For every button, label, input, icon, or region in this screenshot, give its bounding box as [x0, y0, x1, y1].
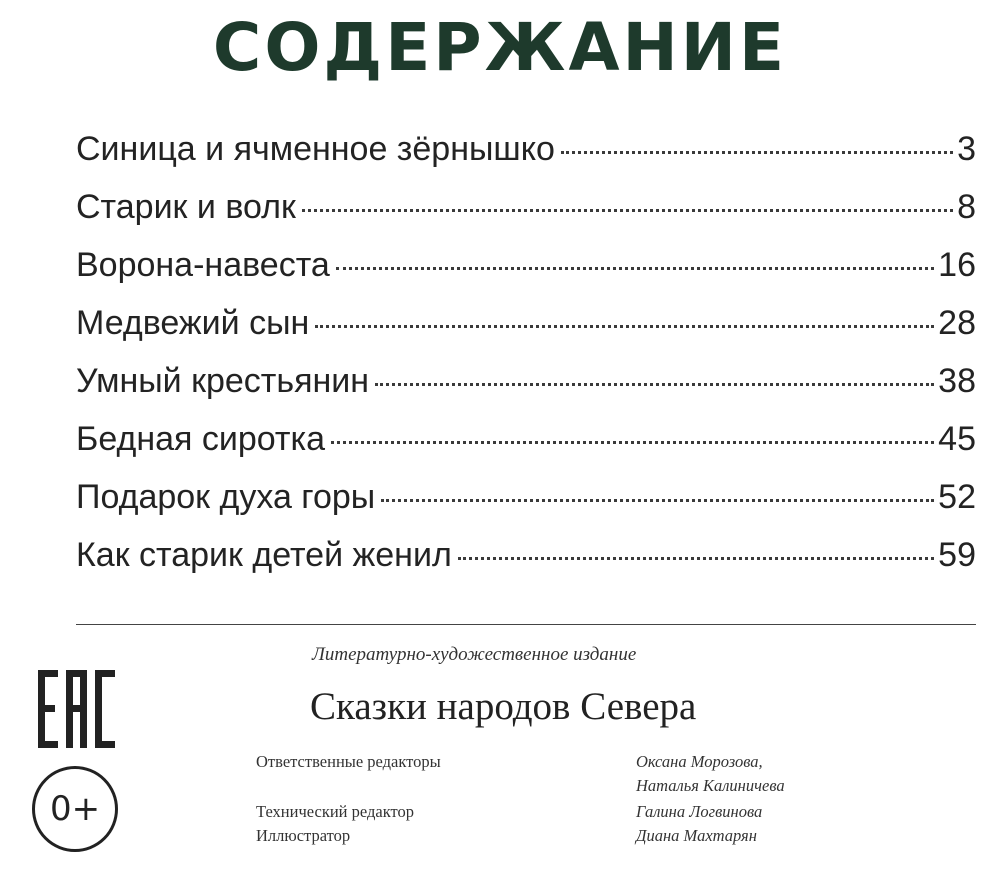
credit-role-technical-editor: Технический редактор: [256, 802, 414, 821]
toc-dot-leader: [302, 209, 953, 212]
section-divider: [76, 624, 976, 625]
age-rating-badge: 0+: [32, 766, 118, 852]
credit-name: Оксана Морозова,: [636, 752, 763, 771]
toc-dot-leader: [331, 441, 934, 444]
page-title: СОДЕРЖАНИЕ: [212, 9, 788, 86]
credit-name: Диана Махтарян: [636, 826, 757, 845]
toc-entry: [76, 130, 976, 188]
toc-entry-title: Ворона-навеста: [76, 246, 330, 284]
toc-dot-leader: [381, 499, 934, 502]
toc-entry: [76, 188, 976, 246]
credit-role-responsible-editors: Ответственные редакторы: [256, 752, 441, 771]
toc-dot-leader: [561, 151, 953, 154]
credit-name: Наталья Калиничева: [636, 776, 785, 795]
toc-entry-page: 38: [938, 362, 976, 400]
toc-entry-title: Как старик детей женил: [76, 536, 452, 574]
credit-name: Галина Логвинова: [636, 802, 763, 821]
toc-entry-page: 59: [938, 536, 976, 574]
toc-entry-title: Синица и ячменное зёрнышко: [76, 130, 555, 168]
toc-dot-leader: [458, 557, 934, 560]
toc-dot-leader: [375, 383, 934, 386]
credit-role-illustrator: Иллюстратор: [256, 826, 351, 845]
toc-entry-page: 28: [938, 304, 976, 342]
toc-entry-page: 16: [938, 246, 976, 284]
edition-type: Литературно-художественное издание: [312, 644, 637, 665]
toc-entry-title: Старик и волк: [76, 188, 296, 226]
toc-dot-leader: [315, 325, 934, 328]
eac-certification-logo: [36, 668, 118, 750]
toc-entry-page: 3: [957, 130, 976, 168]
table-of-contents: [76, 130, 976, 594]
toc-entry-title: Умный крестьянин: [76, 362, 370, 400]
book-title: Сказки народов Севера: [310, 685, 697, 728]
toc-entry-page: 45: [938, 420, 976, 458]
toc-entry: [76, 478, 976, 536]
toc-dot-leader: [336, 267, 934, 270]
toc-entry-title: Подарок духа горы: [76, 478, 376, 516]
toc-entry: [76, 304, 976, 362]
toc-entry: [76, 536, 976, 594]
toc-entry-page: 52: [938, 478, 976, 516]
toc-entry-page: 8: [957, 188, 976, 226]
toc-entry: [76, 246, 976, 304]
toc-entry: [76, 362, 976, 420]
toc-entry-title: Медвежий сын: [76, 304, 310, 342]
toc-entry-title: Бедная сиротка: [76, 420, 326, 458]
toc-entry: [76, 420, 976, 478]
